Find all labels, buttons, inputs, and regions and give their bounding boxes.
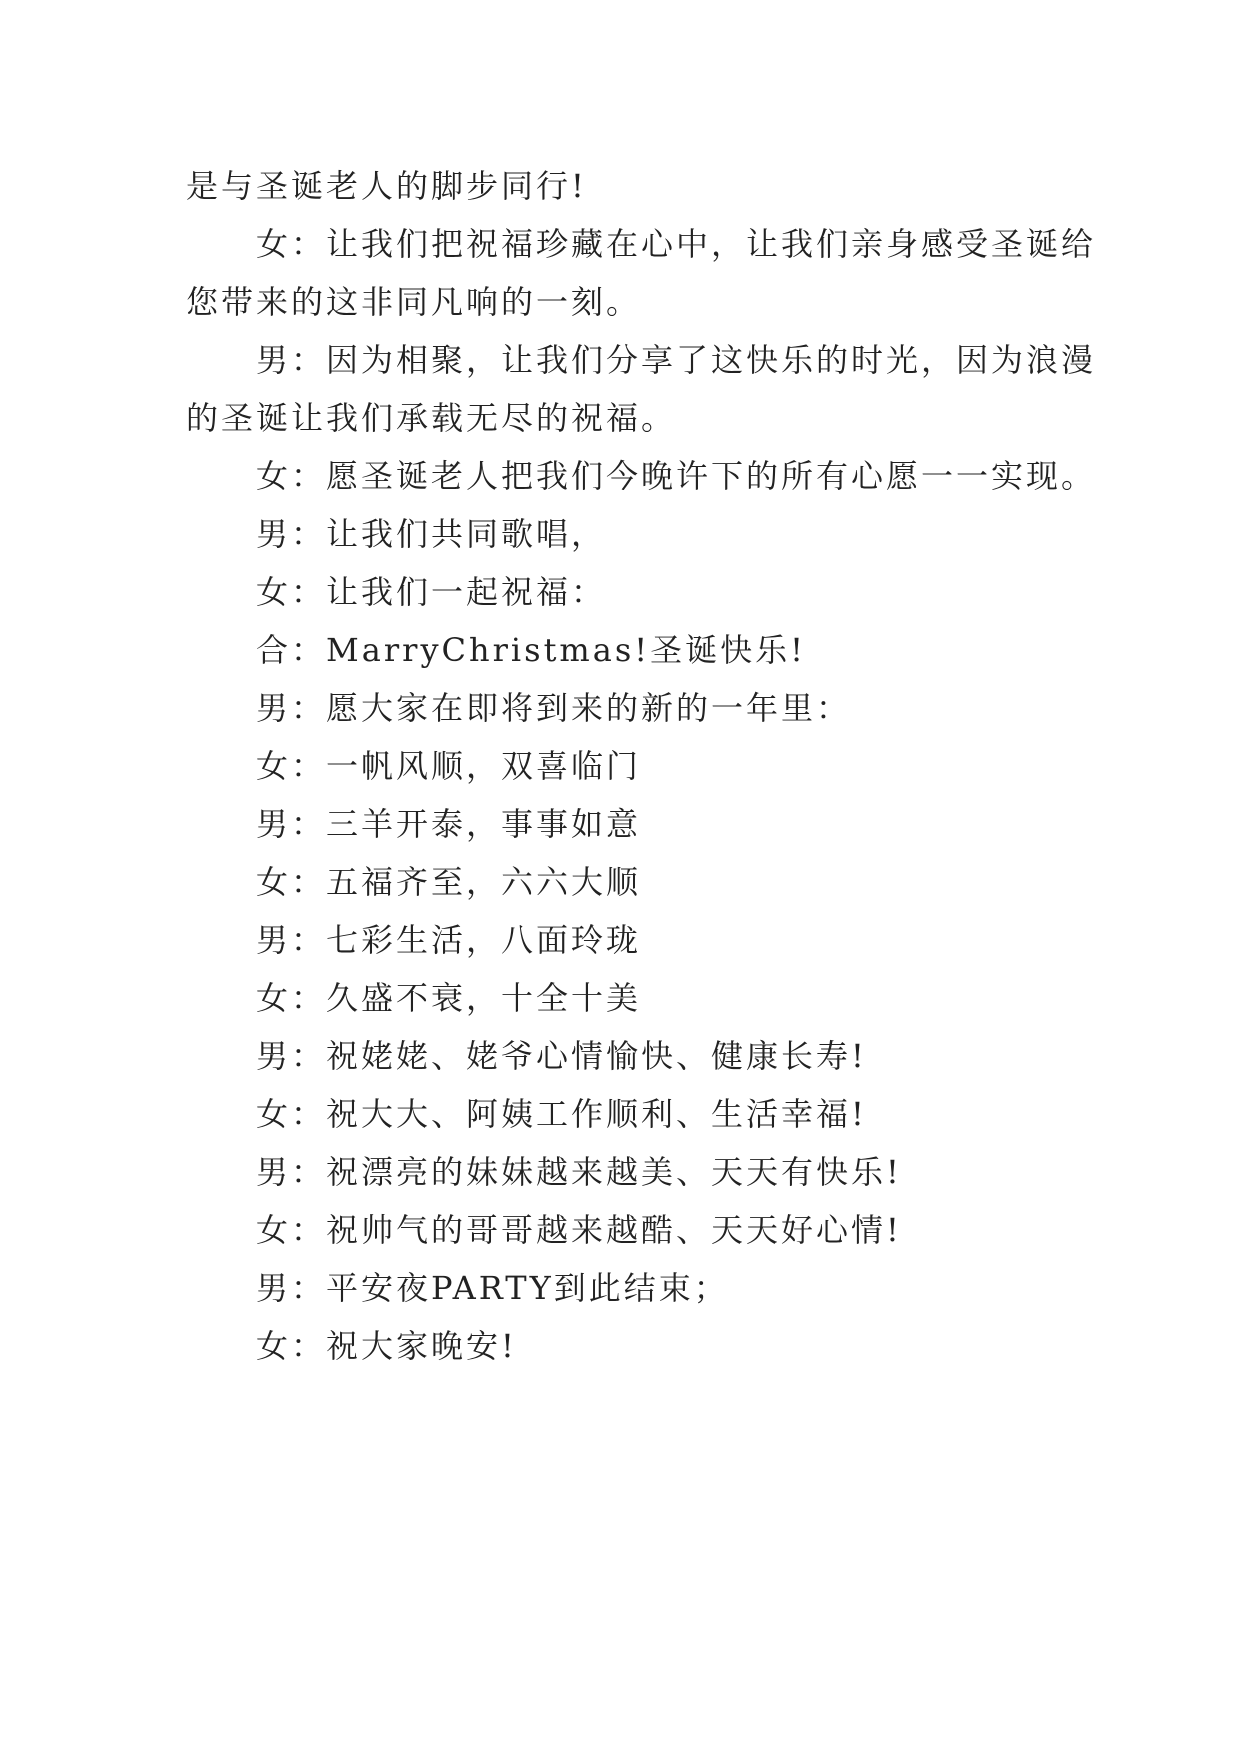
dialogue-line-female: 女：让我们把祝福珍藏在心中，让我们亲身感受圣诞给 xyxy=(256,225,1097,263)
dialogue-line-female: 女：愿圣诞老人把我们今晚许下的所有心愿一一实现。 xyxy=(256,457,1097,495)
dialogue-line-male: 男：三羊开泰，事事如意 xyxy=(256,805,642,843)
dialogue-line-male: 男：因为相聚，让我们分享了这快乐的时光，因为浪漫 xyxy=(256,341,1097,379)
dialogue-line-male: 男：让我们共同歌唱， xyxy=(256,515,607,553)
dialogue-line-male: 男：祝姥姥、姥爷心情愉快、健康长寿! xyxy=(256,1037,867,1075)
dialogue-line-female: 女：祝大大、阿姨工作顺利、生活幸福! xyxy=(256,1095,867,1133)
dialogue-line-female: 女：祝大家晚安! xyxy=(256,1327,517,1365)
dialogue-line-male: 男：祝漂亮的妹妹越来越美、天天有快乐! xyxy=(256,1153,902,1191)
dialogue-line-female: 女：五福齐至，六六大顺 xyxy=(256,863,642,901)
text-line: 您带来的这非同凡响的一刻。 xyxy=(186,283,642,321)
dialogue-line-female: 女：久盛不衰，十全十美 xyxy=(256,979,642,1017)
script-text xyxy=(186,157,1097,1375)
text-line: 是与圣诞老人的脚步同行! xyxy=(186,167,587,205)
dialogue-line-male: 男：平安夜PARTY到此结束； xyxy=(256,1269,729,1307)
text-line: 的圣诞让我们承载无尽的祝福。 xyxy=(186,399,677,437)
dialogue-line-female: 女：一帆风顺，双喜临门 xyxy=(256,747,642,785)
dialogue-line-male: 男：七彩生活，八面玲珑 xyxy=(256,921,642,959)
dialogue-line-female: 女：祝帅气的哥哥越来越酷、天天好心情! xyxy=(256,1211,902,1249)
dialogue-line-female: 女：让我们一起祝福： xyxy=(256,573,607,611)
dialogue-line-together: 合：MarryChristmas!圣诞快乐! xyxy=(256,631,806,669)
dialogue-line-male: 男：愿大家在即将到来的新的一年里： xyxy=(256,689,852,727)
